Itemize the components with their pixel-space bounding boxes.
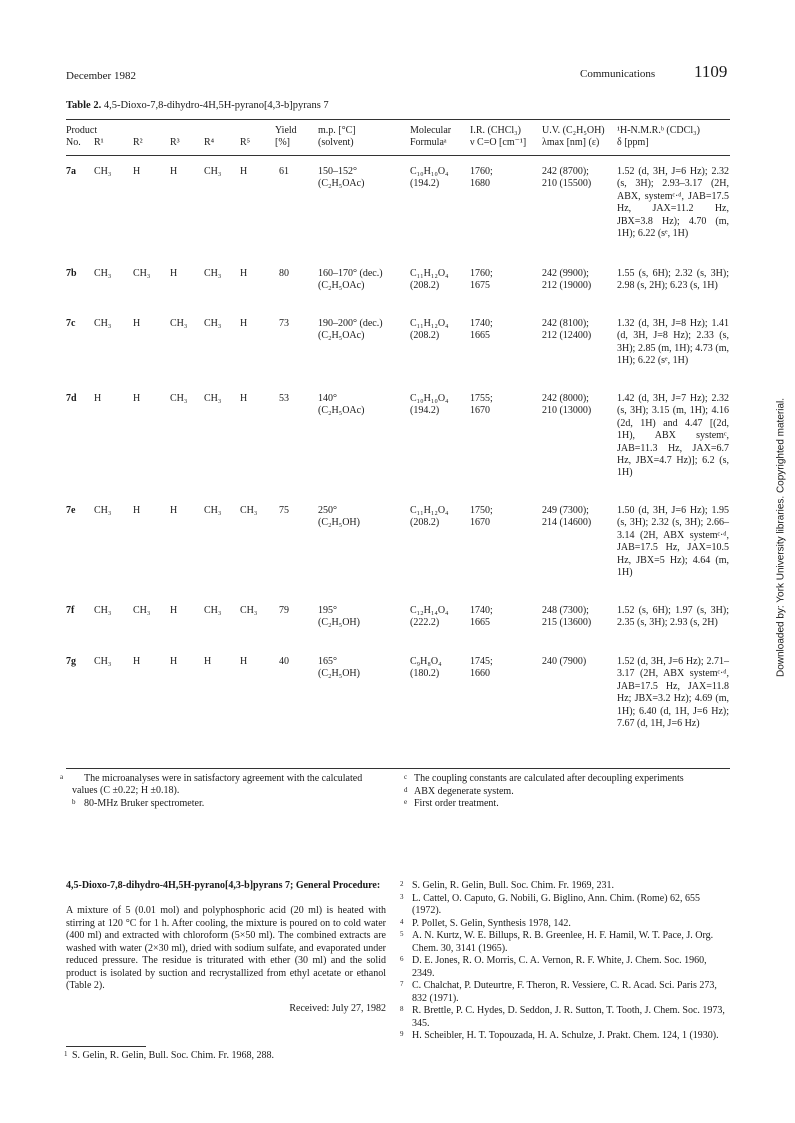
row-uv-2: 210 (13000) bbox=[542, 405, 592, 417]
row-ir-2: 1675 bbox=[470, 280, 490, 292]
reference-8: 8 R. Brettle, P. C. Hydes, D. Seddon, J. R. Sutton, T. Tooth, J. Chem. Soc. 1973, 345. bbox=[400, 1005, 725, 1029]
col-uv-sub: λmax [nm] (ε) bbox=[542, 137, 600, 148]
row-r5: H bbox=[240, 318, 248, 329]
row-mp: 150–152° bbox=[318, 166, 357, 177]
table-caption-text: 4,5-Dioxo-7,8-dihydro-4H,5H-pyrano[4,3-b]pyrans 7 bbox=[103, 100, 329, 111]
col-r1: R¹ bbox=[94, 137, 104, 148]
reference-3: 3 L. Cattel, O. Caputo, G. Nobili, G. Biglino, Ann. Chim. (Rome) 62, 655 (1972). bbox=[400, 892, 701, 916]
row-r2: H bbox=[133, 318, 141, 329]
col-mp-solvent: (solvent) bbox=[318, 137, 354, 148]
download-watermark: Downloaded by: York University libraries. Copyrighted material. bbox=[775, 397, 787, 678]
page-number: 1109 bbox=[694, 62, 728, 81]
row-no: 7e bbox=[66, 505, 76, 516]
row-no: 7g bbox=[66, 656, 76, 667]
col-r2: R² bbox=[133, 137, 143, 148]
row-no: 7c bbox=[66, 318, 76, 329]
row-solvent: (C₂H₅OAc) bbox=[318, 405, 365, 417]
header-date: December 1982 bbox=[66, 70, 136, 82]
col-r4: R⁴ bbox=[204, 137, 215, 148]
row-ir-1: 1740; bbox=[470, 605, 493, 616]
row-formula: C₁₀H₁₀O₄ bbox=[410, 393, 449, 404]
row-uv-2: 214 (14600) bbox=[542, 517, 592, 529]
row-uv-1: 242 (9900); bbox=[542, 268, 589, 279]
row-ir-1: 1760; bbox=[470, 268, 493, 279]
row-uv-1: 248 (7300); bbox=[542, 605, 589, 616]
reference-4: 4 P. Pollet, S. Gelin, Synthesis 1978, 142. bbox=[400, 917, 571, 929]
row-r2: H bbox=[133, 505, 141, 516]
row-ir-2: 1660 bbox=[470, 668, 490, 680]
table-top-rule bbox=[66, 119, 730, 120]
row-r5: H bbox=[240, 166, 248, 177]
row-r2: H bbox=[133, 166, 141, 177]
row-mp: 165° bbox=[318, 656, 337, 667]
reference-9: 9 H. Scheibler, H. T. Topouzada, H. A. Schulze, J. Prakt. Chem. 124, 1 (1930). bbox=[400, 1030, 719, 1041]
row-yield: 75 bbox=[279, 505, 289, 516]
row-nmr: 1.42 (d, 3H, J=7 Hz); 2.32 (s, 3H); 3.15 (m, 1H); 4.16 (2d, 1H) and 4.47 [(2d, 1H), ABX systemᶜ, JAB=11.3 Hz, JAX=6.7 Hz, JBX=4.7 Hz)]; 6.2 (s, 1H) bbox=[617, 393, 729, 479]
row-uv-1: 249 (7300); bbox=[542, 505, 589, 516]
col-nmr-sub: δ [ppm] bbox=[617, 137, 649, 148]
col-ir: I.R. (CHCl₃) bbox=[470, 125, 521, 136]
row-nmr: 1.52 (d, 3H, J=6 Hz); 2.32 (s, 3H); 2.93–3.17 (2H, ABX, systemᶜ·ᵈ, JAB=17.5 Hz, JAX=11.2 Hz, JBX=3.8 Hz); 4.70 (m, 1H); 6.22 (sᵉ, 1H) bbox=[617, 166, 729, 240]
row-r1: CH₃ bbox=[94, 656, 112, 667]
col-yield: Yield bbox=[275, 125, 297, 136]
received-date: Received: July 27, 1982 bbox=[289, 1003, 386, 1014]
col-nmr: ¹H-N.M.R.ᵇ (CDCl₃) bbox=[617, 125, 700, 136]
row-r1: CH₃ bbox=[94, 268, 112, 279]
row-uv-2: 212 (12400) bbox=[542, 330, 592, 342]
reference-1: 1 S. Gelin, R. Gelin, Bull. Soc. Chim. Fr. 1968, 288. bbox=[64, 1050, 274, 1061]
col-formula: Molecular bbox=[410, 125, 452, 136]
row-no: 7d bbox=[66, 393, 77, 404]
reference-list bbox=[400, 880, 730, 1043]
row-yield: 80 bbox=[279, 268, 289, 279]
row-r4: CH₃ bbox=[204, 393, 222, 404]
row-mw: (222.2) bbox=[410, 617, 440, 629]
row-r5: CH₃ bbox=[240, 605, 258, 616]
row-formula: C₁₁H₁₂O₄ bbox=[410, 318, 449, 329]
col-uv: U.V. (C₂H₅OH) bbox=[542, 125, 605, 136]
col-mp: m.p. [°C] bbox=[318, 125, 356, 136]
row-nmr: 1.52 (s, 6H); 1.97 (s, 3H); 2.35 (s, 3H); 2.93 (s, 2H) bbox=[617, 605, 729, 629]
row-formula: C₁₀H₁₀O₄ bbox=[410, 166, 449, 177]
footnote-b: b 80-MHz Bruker spectrometer. bbox=[72, 798, 205, 809]
table-header-rule bbox=[66, 155, 730, 156]
col-ir-sub: ν C=O [cm⁻¹] bbox=[470, 137, 527, 148]
row-no: 7b bbox=[66, 268, 77, 279]
row-r2: CH₃ bbox=[133, 605, 151, 616]
row-uv-1: 242 (8100); bbox=[542, 318, 589, 329]
row-solvent: (C₂H₅OAc) bbox=[318, 280, 365, 292]
row-no: 7f bbox=[66, 605, 75, 616]
row-no: 7a bbox=[66, 166, 76, 177]
row-mp: 195° bbox=[318, 605, 337, 616]
row-ir-2: 1665 bbox=[470, 330, 490, 342]
row-ir-1: 1750; bbox=[470, 505, 493, 516]
footnote-rule bbox=[66, 1046, 146, 1047]
reference-6: 6 D. E. Jones, R. O. Morris, C. A. Vernon, R. F. White, J. Chem. Soc. 1960, 2349. bbox=[400, 955, 707, 979]
footnote-d-mark: d bbox=[404, 786, 408, 794]
row-ir-2: 1670 bbox=[470, 517, 490, 529]
row-solvent: (C₂H₅OH) bbox=[318, 617, 360, 629]
row-r4: H bbox=[204, 656, 212, 667]
procedure-title: 4,5-Dioxo-7,8-dihydro-4H,5H-pyrano[4,3-b]pyrans 7; General Procedure: bbox=[66, 880, 381, 891]
col-product: Product bbox=[66, 125, 98, 136]
reference-2: 2 S. Gelin, R. Gelin, Bull. Soc. Chim. Fr. 1969, 231. bbox=[400, 880, 614, 891]
row-r2: H bbox=[133, 656, 141, 667]
footnote-a-mark: a bbox=[60, 773, 64, 781]
row-r4: CH₃ bbox=[204, 318, 222, 329]
footnote-c: c The coupling constants are calculated after decoupling experiments bbox=[404, 773, 684, 784]
footnote-a: a The microanalyses were in satisfactory agreement with the calculated values (C ±0.22; H ±0.18). bbox=[60, 773, 363, 797]
row-solvent: (C₂H₅OH) bbox=[318, 668, 360, 680]
reference-7: 7 C. Chalchat, P. Duteurtre, F. Theron, R. Vessiere, C. R. Acad. Sci. Paris 273, 832 (1971). bbox=[400, 980, 717, 1004]
row-mw: (180.2) bbox=[410, 668, 440, 680]
row-r2: CH₃ bbox=[133, 268, 151, 279]
row-formula: C₁₁H₁₂O₄ bbox=[410, 268, 449, 279]
row-ir-2: 1670 bbox=[470, 405, 490, 417]
row-formula: C₁₂H₁₄O₄ bbox=[410, 605, 449, 616]
col-yield-unit: [%] bbox=[275, 137, 290, 148]
row-r4: CH₃ bbox=[204, 166, 222, 177]
row-nmr: 1.55 (s, 6H); 2.32 (s, 3H); 2.98 (s, 2H); 6.23 (s, 1H) bbox=[617, 268, 729, 292]
row-r3: H bbox=[170, 605, 178, 616]
row-yield: 61 bbox=[279, 166, 289, 177]
row-mp: 160–170° (dec.) bbox=[318, 268, 383, 279]
row-r3: CH₃ bbox=[170, 393, 188, 404]
row-ir-2: 1680 bbox=[470, 178, 490, 190]
row-r4: CH₃ bbox=[204, 605, 222, 616]
reference-5: 5 A. N. Kurtz, W. E. Billups, R. B. Greenlee, H. F. Hamil, W. T. Pace, J. Org. Chem. 30, 3141 (1965). bbox=[400, 930, 714, 954]
row-r1: H bbox=[94, 393, 102, 404]
row-r5: CH₃ bbox=[240, 505, 258, 516]
row-mw: (208.2) bbox=[410, 517, 440, 529]
row-solvent: (C₂H₅OH) bbox=[318, 517, 360, 529]
footnote-e: e First order treatment. bbox=[404, 798, 499, 809]
col-r5: R⁵ bbox=[240, 137, 251, 148]
row-uv-1: 242 (8000); bbox=[542, 393, 589, 404]
row-r5: H bbox=[240, 393, 248, 404]
row-uv-1: 240 (7900) bbox=[542, 656, 587, 667]
row-r2: H bbox=[133, 393, 141, 404]
row-solvent: (C₂H₅OAc) bbox=[318, 330, 365, 342]
row-mp: 140° bbox=[318, 393, 337, 404]
table-caption-label: Table 2. bbox=[66, 100, 102, 111]
row-yield: 53 bbox=[279, 393, 289, 404]
row-ir-1: 1740; bbox=[470, 318, 493, 329]
row-mw: (194.2) bbox=[410, 178, 440, 190]
row-r3: CH₃ bbox=[170, 318, 188, 329]
row-mp: 190–200° (dec.) bbox=[318, 318, 383, 329]
row-r1: CH₃ bbox=[94, 505, 112, 516]
row-r1: CH₃ bbox=[94, 605, 112, 616]
row-formula: C₉H₈O₄ bbox=[410, 656, 442, 667]
row-r5: H bbox=[240, 268, 248, 279]
col-formula-sub: Formulaᵃ bbox=[410, 137, 447, 148]
table-caption bbox=[66, 100, 329, 111]
row-r1: CH₃ bbox=[94, 166, 112, 177]
row-r3: H bbox=[170, 166, 178, 177]
row-yield: 40 bbox=[279, 656, 289, 667]
row-uv-2: 215 (13600) bbox=[542, 617, 592, 629]
row-r1: CH₃ bbox=[94, 318, 112, 329]
row-uv-1: 242 (8700); bbox=[542, 166, 589, 177]
row-ir-1: 1755; bbox=[470, 393, 493, 404]
col-no: No. bbox=[66, 137, 81, 148]
row-mw: (208.2) bbox=[410, 330, 440, 342]
row-yield: 79 bbox=[279, 605, 289, 616]
row-nmr: 1.50 (d, 3H, J=6 Hz); 1.95 (s, 3H); 2.32 (s, 3H); 2.66–3.14 (2H, ABX systemᶜ·ᵈ, JAB=17.5 Hz, JAX=10.5 Hz, JBX=5 Hz); 4.64 (m, 1H) bbox=[617, 505, 729, 579]
row-ir-2: 1665 bbox=[470, 617, 490, 629]
row-r4: CH₃ bbox=[204, 505, 222, 516]
footnote-e-mark: e bbox=[404, 798, 408, 806]
row-formula: C₁₁H₁₂O₄ bbox=[410, 505, 449, 516]
row-ir-1: 1760; bbox=[470, 166, 493, 177]
row-mw: (208.2) bbox=[410, 280, 440, 292]
row-r3: H bbox=[170, 656, 178, 667]
row-mw: (194.2) bbox=[410, 405, 440, 417]
footnote-c-mark: c bbox=[404, 773, 408, 781]
row-yield: 73 bbox=[279, 318, 289, 329]
row-r3: H bbox=[170, 268, 178, 279]
footnote-b-mark: b bbox=[72, 798, 76, 806]
row-nmr: 1.52 (d, 3H, J=6 Hz); 2.71–3.17 (2H, ABX systemᶜ·ᵈ, JAB=17.5 Hz, JAX=11.8 Hz; JBX=3.2 Hz); 4.69 (m, 1H); 6.40 (d, 1H, J=6 Hz); 7.67 (d, 1H, J=6 Hz) bbox=[617, 656, 729, 730]
row-uv-2: 212 (19000) bbox=[542, 280, 592, 292]
row-solvent: (C₂H₅OAc) bbox=[318, 178, 365, 190]
row-r3: H bbox=[170, 505, 178, 516]
col-r3: R³ bbox=[170, 137, 180, 148]
footnote-d: d ABX degenerate system. bbox=[404, 786, 514, 797]
row-nmr: 1.32 (d, 3H, J=8 Hz); 1.41 (d, 3H, J=8 Hz); 2.33 (s, 3H); 2.85 (m, 1H); 4.73 (m, 1H); 6.22 (sᵉ, 1H) bbox=[617, 318, 729, 367]
row-r5: H bbox=[240, 656, 248, 667]
row-uv-2: 210 (15500) bbox=[542, 178, 592, 190]
row-mp: 250° bbox=[318, 505, 337, 516]
procedure-body: A mixture of 5 (0.01 mol) and polyphosphoric acid (20 ml) is heated with stirring at 120 °C for 1 h. After cooling, the mixture is poured on to cold water (400 ml) and extracted with chloroform (5×50 ml). The combined extracts are washed with water (2×30 ml), dried with sodium sulfate, and evaporated under reduced pressure. The residue is triturated with ether (30 ml) and the solid product is isolated by suction and recrystallized from ethyl acetate or ethanol (Table 2). bbox=[66, 905, 386, 991]
row-r4: CH₃ bbox=[204, 268, 222, 279]
header-section: Communications bbox=[580, 68, 656, 80]
table-bottom-rule bbox=[66, 768, 730, 769]
row-ir-1: 1745; bbox=[470, 656, 493, 667]
